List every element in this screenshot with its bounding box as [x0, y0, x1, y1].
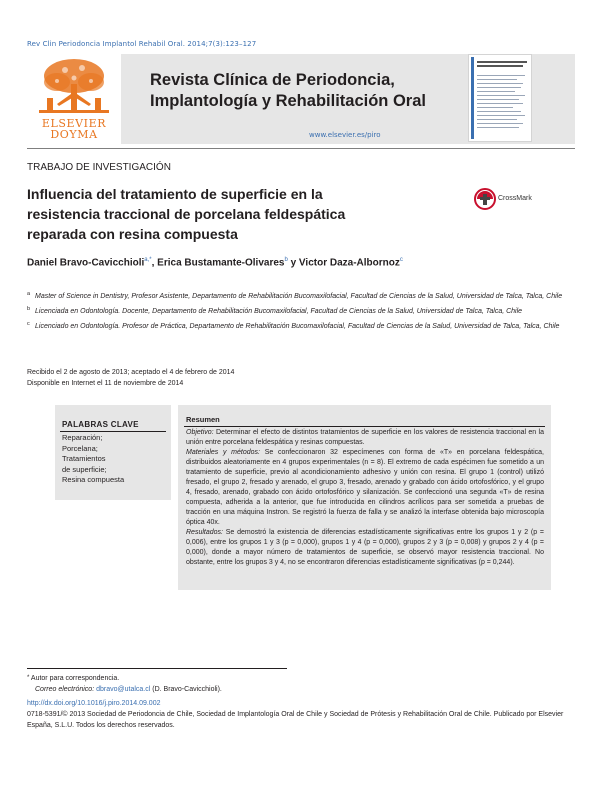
- keyword-item: Tratamientos: [62, 454, 106, 463]
- abstract-objetivo-label: Objetivo:: [186, 429, 214, 436]
- author-separator: y: [287, 257, 299, 269]
- footnote-divider: [27, 668, 287, 669]
- article-title-line2: resistencia traccional de porcelana feldespática: [27, 206, 346, 222]
- header-divider: [27, 148, 575, 149]
- author-name[interactable]: Erica Bustamante-Olivares: [157, 257, 285, 269]
- keyword-item: Porcelana;: [62, 443, 98, 453]
- article-section-label: TRABAJO DE INVESTIGACIÓN: [27, 162, 171, 173]
- abstract-resultados: [186, 528, 544, 568]
- received-accepted-dates: Recibido el 2 de agosto de 2013; aceptado el 4 de febrero de 2014: [27, 369, 235, 376]
- abstract-objetivo-text: Determinar el efecto de distintos tratamientos de superficie en los valores de resistencia traccional en la unión entre porcelana feldespática y resinas compuestas.: [186, 429, 544, 446]
- abstract-heading: Resumen: [186, 415, 220, 424]
- crossmark-label: CrossMark: [498, 195, 532, 202]
- author-name[interactable]: Daniel Bravo-Cavicchioli: [27, 257, 145, 269]
- journal-citation[interactable]: Rev Clin Periodoncia Implantol Rehabil Oral. 2014;7(3):123–127: [27, 40, 257, 48]
- abstract-materiales-label: Materiales y métodos:: [186, 449, 260, 456]
- email-suffix: (D. Bravo-Cavicchioli).: [152, 686, 222, 693]
- online-date: Disponible en Internet el 11 de noviembre de 2014: [27, 380, 184, 387]
- doi-link[interactable]: http://dx.doi.org/10.1016/j.piro.2014.09.002: [27, 700, 161, 707]
- affiliation-text: Licenciada en Odontología. Docente, Departamento de Rehabilitación Bucomaxilofacial, Facultad de Ciencias de la Salud, Universidad de Talca, Talca, Chile: [35, 308, 523, 315]
- keywords-list: [62, 433, 124, 486]
- keyword-item: Reparación;: [62, 433, 103, 442]
- affiliation-mark: c: [27, 321, 30, 327]
- corresponding-line: [27, 673, 222, 684]
- author-affiliation-mark[interactable]: c: [399, 257, 403, 263]
- keywords-divider: [60, 431, 166, 432]
- article-title: [27, 184, 447, 244]
- elsevier-wordmark-line2: DOYMA: [50, 128, 98, 141]
- elsevier-tree-icon: [27, 54, 121, 120]
- article-title-line3: reparada con resina compuesta: [27, 226, 238, 242]
- affiliation-mark: a: [27, 291, 31, 297]
- abstract-materiales: [186, 448, 544, 528]
- journal-url-link[interactable]: www.elsevier.es/piro: [309, 131, 381, 139]
- affiliation-item: [27, 321, 575, 332]
- crossmark-badge[interactable]: [474, 188, 532, 214]
- journal-title-line2: Implantología y Rehabilitación Oral: [150, 92, 426, 110]
- author-separator: ,: [151, 257, 158, 269]
- abstract-resultados-text: Se demostró la existencia de diferencias estadísticamente significativas entre los grupos 1 y 2 (p = 0,006), entre los grupos 1 y 3 (p = 0,000), grupos 1 y 4 (p = 0,000), grupos 2 y 3 (p = 0,008) y grupos 2 y 4 (p = 0,000), donde a mayor número de tratamientos de superficie, se observó mayor resistencia traccional. No obstante, entre los grupos 3 y 4, no se encontraron diferencias estadísticamente significativas (p = 0,244).: [186, 529, 544, 566]
- keywords-heading: PALABRAS CLAVE: [62, 420, 139, 429]
- abstract-divider: [184, 426, 545, 427]
- author-affiliation-mark[interactable]: b: [284, 257, 288, 263]
- affiliation-item: [27, 291, 575, 302]
- abstract-resultados-label: Resultados:: [186, 529, 223, 536]
- article-title-line1: Influencia del tratamiento de superficie en la: [27, 186, 323, 202]
- author-name[interactable]: Victor Daza-Albornoz: [298, 257, 400, 269]
- publication-info: [27, 698, 575, 731]
- abstract-body: [186, 428, 544, 568]
- elsevier-wordmark: [27, 118, 121, 140]
- elsevier-wordmark-line1: ELSEVIER: [41, 117, 107, 130]
- abstract-materiales-text: Se confeccionaron 32 especímenes con forma de «T» en porcelana feldespática, distribuidos aleatoriamente en 4 grupos experimentales (n = 8). El extremo de cada espécimen fue sometido a un tratamiento de superficie, previo al acondicionamiento adhesivo y unión con resina. El grupo 1 (control) utilizó fresado, el grupo 2, fresado y arenado, el grupo 3, fresado, arenado y grabado con ácido ortofosfórico, y el grupo 4, fresado, arenado, grabado con ácido ortofosfórico y silanización. Se confeccionó una segunda «T» de resina compuesta, adherida a la anterior, que fue introducida en cilindros acrílicos para ser sometida a pruebas de tracción en una máquina Instron. Se registró la fuerza de falla y se analizó la interfase obtenida bajo microscopía óptica 40x.: [186, 449, 544, 526]
- affiliation-text: Master of Science in Dentistry, Profesor Asistente, Departamento de Rehabilitación Bucomaxilofacial, Facultad de Ciencias de la Salud, Universidad de Talca, Talca, Chile: [35, 293, 563, 300]
- affiliation-mark: b: [27, 306, 31, 312]
- keyword-item: Resina compuesta: [62, 475, 125, 484]
- author-list: [27, 257, 403, 268]
- journal-title: [150, 70, 450, 112]
- email-line: [27, 684, 222, 695]
- email-link[interactable]: dbravo@utalca.cl: [96, 686, 151, 693]
- abstract-objetivo: [186, 428, 544, 448]
- affiliation-text: Licenciado en Odontología. Profesor de Práctica, Departamento de Rehabilitación Bucomaxilofacial, Facultad de Ciencias de la Salud, Universidad de Talca, Talca, Chile: [35, 323, 560, 330]
- author-affiliation-mark[interactable]: a,*: [144, 257, 152, 263]
- email-label: Correo electrónico:: [35, 686, 95, 693]
- crossmark-icon: [474, 188, 496, 210]
- footnote-mark: *: [27, 675, 30, 681]
- corresponding-text: Autor para correspondencia.: [30, 675, 120, 682]
- journal-cover-thumbnail: [468, 54, 532, 142]
- affiliations: [27, 291, 575, 336]
- affiliation-item: [27, 306, 575, 317]
- article-dates: [27, 367, 234, 389]
- corresponding-author-footnote: [27, 673, 222, 695]
- journal-title-line1: Revista Clínica de Periodoncia,: [150, 71, 395, 89]
- copyright-notice: 0718-5391/© 2013 Sociedad de Periodoncia de Chile, Sociedad de Implantología Oral de Chile y Sociedad de Prótesis y Rehabilitación Oral de Chile. Publicado por Elsevier España, S.L.U. Todos los derechos reservados.: [27, 711, 564, 729]
- keyword-item: de superficie;: [62, 464, 107, 474]
